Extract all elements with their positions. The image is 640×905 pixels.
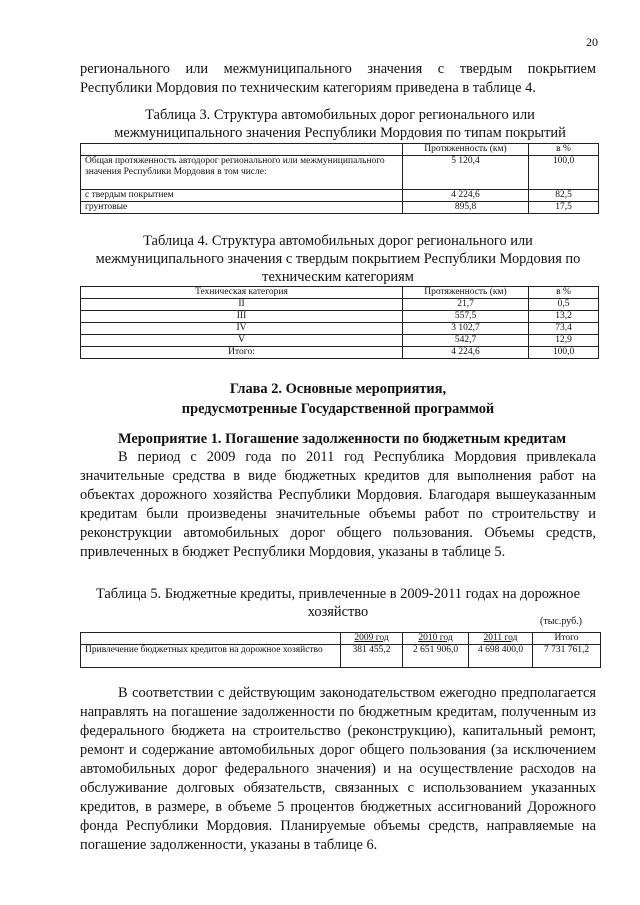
table-row bbox=[81, 202, 599, 214]
table4-cell: II bbox=[81, 299, 403, 311]
table-row bbox=[81, 299, 599, 311]
paragraph-debt-repayment: В соответствии с действующим законодательством ежегодно предполагается направлять на погашение задолженности по бюджетным кредитам, полученным из федерального бюджета на строительство (реконструкцию), капитальный ремонт, ремонт и содержание автомобильных дорог общего пользования (за исключением автомобильных дорог федерального значения) и на осуществление расходов на обслуживание долговых обязательств, связанных с использованием указанных кредитов, в размере, в объеме 5 процентов бюджетных ассигнований Дорожного фонда Республики Мордовия. Планируемые объемы средств, направляемые на погашение задолженности, указаны в таблице 6. bbox=[80, 685, 596, 853]
table4-header-cell: в % bbox=[529, 287, 599, 299]
table4-cell: 100,0 bbox=[529, 347, 599, 359]
table3-cell: 895,8 bbox=[403, 202, 529, 214]
table3-header-cell: в % bbox=[529, 144, 599, 156]
table4-cell: 3 102,7 bbox=[403, 323, 529, 335]
table5-caption: Таблица 5. Бюджетные кредиты, привлеченные в 2009-2011 годах на дорожное хозяйство bbox=[95, 586, 581, 620]
table3-caption: Таблица 3. Структура автомобильных дорог регионального или межмуниципального значения Республики Мордовия по типам покрытий bbox=[114, 107, 566, 141]
table3-cell: Общая протяженность автодорог регионального или межмуниципального значения Республики Мордовия в том числе: bbox=[81, 156, 403, 190]
table-row bbox=[81, 645, 601, 668]
paragraph-budget-credits: В период с 2009 года по 2011 год Республика Мордовия привлекала значительные средства в виде бюджетных кредитов для выполнения работ на объектах дорожного хозяйства Республики Мордовия. Благодаря вышеуказанным кредитам были произведены значительные объемы работ по строительству и реконструкции автомобильных дорог общего пользования. Объемы средств, привлеченных в бюджет Республики Мордовия, указаны в таблице 5. bbox=[80, 449, 596, 560]
table5-cell: 381 455,2 bbox=[341, 645, 403, 668]
chapter-heading-line2: предусмотренные Государственной программой bbox=[181, 401, 495, 417]
table-row bbox=[81, 323, 599, 335]
table5-header-cell: Итого bbox=[533, 633, 601, 645]
table5-cell: 2 651 906,0 bbox=[403, 645, 469, 668]
intro-paragraph: регионального или межмуниципального значения с твердым покрытием Республики Мордовия по техническим категориям приведена в таблице 4. bbox=[80, 61, 596, 96]
table3-cell: 5 120,4 bbox=[403, 156, 529, 190]
table5-header-row bbox=[81, 633, 601, 645]
table4-caption: Таблица 4. Структура автомобильных дорог регионального или межмуниципального значения с твердым покрытием Республики Мордовия по техническим категориям bbox=[95, 233, 581, 285]
table4-cell: 12,9 bbox=[529, 335, 599, 347]
table4-header-row bbox=[81, 287, 599, 299]
table5-cell: 7 731 761,2 bbox=[533, 645, 601, 668]
table3 bbox=[80, 143, 599, 214]
table3-cell: 4 224,6 bbox=[403, 190, 529, 202]
table5-header-cell: 2011 год bbox=[469, 633, 533, 645]
table4-cell: 4 224,6 bbox=[403, 347, 529, 359]
table3-header-cell: Протяженность (км) bbox=[403, 144, 529, 156]
table-row bbox=[81, 311, 599, 323]
table-row bbox=[81, 335, 599, 347]
table4-cell: 557,5 bbox=[403, 311, 529, 323]
table4-cell: Итого: bbox=[81, 347, 403, 359]
table3-header-cell bbox=[81, 144, 403, 156]
table4-cell: 13,2 bbox=[529, 311, 599, 323]
table4-cell: 542,7 bbox=[403, 335, 529, 347]
table4-header-cell: Техническая категория bbox=[81, 287, 403, 299]
table4-cell: V bbox=[81, 335, 403, 347]
table3-cell: 17,5 bbox=[529, 202, 599, 214]
table3-cell: 82,5 bbox=[529, 190, 599, 202]
table4-cell: IV bbox=[81, 323, 403, 335]
table3-cell: с твердым покрытием bbox=[81, 190, 403, 202]
table3-cell: грунтовые bbox=[81, 202, 403, 214]
table-row bbox=[81, 156, 599, 190]
table5-header-cell: 2010 год bbox=[403, 633, 469, 645]
table5-cell: Привлечение бюджетных кредитов на дорожное хозяйство bbox=[81, 645, 341, 668]
page-number: 20 bbox=[586, 35, 598, 49]
table5 bbox=[80, 632, 601, 668]
table3-header-row bbox=[81, 144, 599, 156]
table5-unit: (тыс.руб.) bbox=[540, 616, 583, 627]
table4-cell: 0,5 bbox=[529, 299, 599, 311]
table4-cell: III bbox=[81, 311, 403, 323]
table4-cell: 73,4 bbox=[529, 323, 599, 335]
table5-header-cell bbox=[81, 633, 341, 645]
table4-cell: 21,7 bbox=[403, 299, 529, 311]
chapter-heading-line1: Глава 2. Основные мероприятия, bbox=[229, 381, 447, 397]
table-row bbox=[81, 347, 599, 359]
table5-cell: 4 698 400,0 bbox=[469, 645, 533, 668]
table-row bbox=[81, 190, 599, 202]
table5-header-cell: 2009 год bbox=[341, 633, 403, 645]
table3-cell: 100,0 bbox=[529, 156, 599, 190]
table4 bbox=[80, 286, 599, 359]
activity-heading: Мероприятие 1. Погашение задолженности по бюджетным кредитам bbox=[118, 431, 567, 447]
table4-header-cell: Протяженность (км) bbox=[403, 287, 529, 299]
